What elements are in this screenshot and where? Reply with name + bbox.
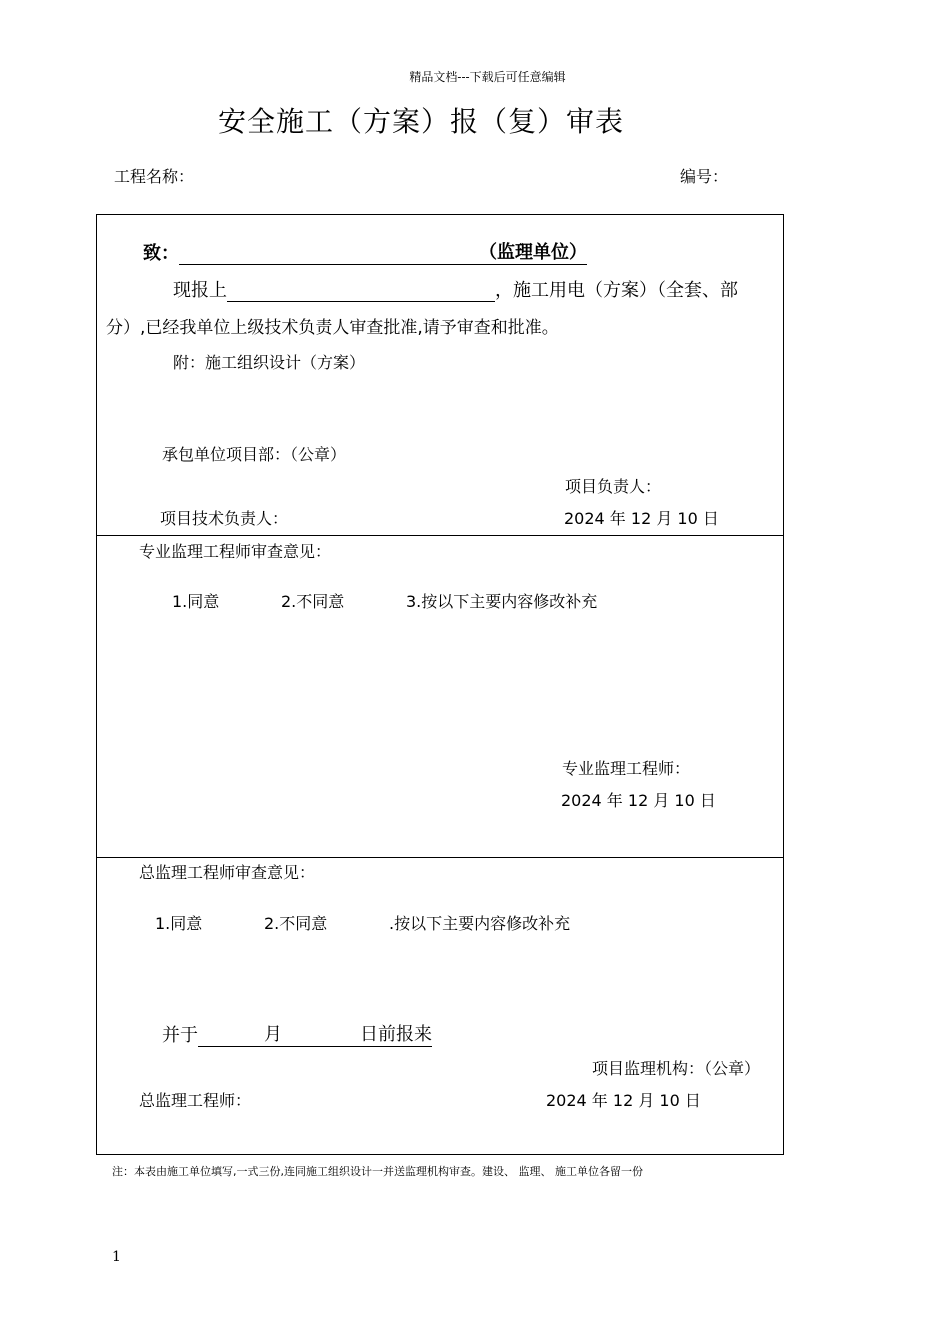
section3-date: 2024 年 12 月 10 日 [546,1091,701,1110]
project-manager-label: 项目负责人： [565,477,662,496]
page-title: 安全施工（方案）报（复）审表 [218,105,625,138]
report-suffix: ，施工用电（方案）（全套、部 [495,280,738,301]
report-prefix: 现报上 [173,280,227,301]
specialist-option-revise[interactable]: 3.按以下主要内容修改补充 [406,592,598,611]
attachment-text: 附：施工组织设计（方案） [173,353,366,372]
section2-date: 2024 年 12 月 10 日 [561,791,716,810]
to-blank[interactable] [179,244,479,265]
deadline-prefix: 并于 [162,1025,198,1046]
chief-option-disagree[interactable]: 2.不同意 [264,914,328,933]
chief-option-revise[interactable]: .按以下主要内容修改补充 [389,914,571,933]
deadline-month-blank[interactable] [198,1026,264,1047]
chief-option-agree[interactable]: 1.同意 [155,914,203,933]
header-note: 精品文档---下载后可任意编辑 [409,70,566,84]
report-blank[interactable] [227,281,495,302]
chief-engineer-label: 总监理工程师： [139,1091,252,1110]
project-name-label: 工程名称： [114,167,195,186]
tech-lead-label: 项目技术负责人： [160,509,289,528]
number-label: 编号： [680,167,729,186]
divider-2 [96,857,784,858]
deadline-month-label: 月 [264,1020,282,1047]
section1-date: 2024 年 12 月 10 日 [564,509,719,528]
deadline-day-blank[interactable] [282,1026,360,1047]
chief-review-heading: 总监理工程师审查意见： [139,863,316,882]
specialist-option-agree[interactable]: 1.同意 [172,592,220,611]
divider-1 [96,535,784,536]
report-line [173,276,738,302]
specialist-engineer-label: 专业监理工程师： [562,759,691,778]
supervision-org-seal-label: 项目监理机构：（公章） [592,1059,761,1078]
report-line-2: 分）,已经我单位上级技术负责人审查批准,请予审查和批准。 [106,318,559,338]
deadline-suffix: 日前报来 [360,1020,432,1047]
deadline-line [162,1020,432,1047]
specialist-option-disagree[interactable]: 2.不同意 [281,592,345,611]
to-line [143,238,587,265]
contractor-dept-label: 承包单位项目部：（公章） [162,445,347,464]
supervisor-unit-label: （监理单位） [479,238,587,265]
page-number: 1 [112,1249,121,1265]
footnote: 注：本表由施工单位填写,一式三份,连同施工组织设计一并送监理机构审查。建设、 监理、 施工单位各留一份 [112,1165,643,1178]
to-label: 致： [143,243,179,264]
specialist-review-heading: 专业监理工程师审查意见： [139,542,332,561]
